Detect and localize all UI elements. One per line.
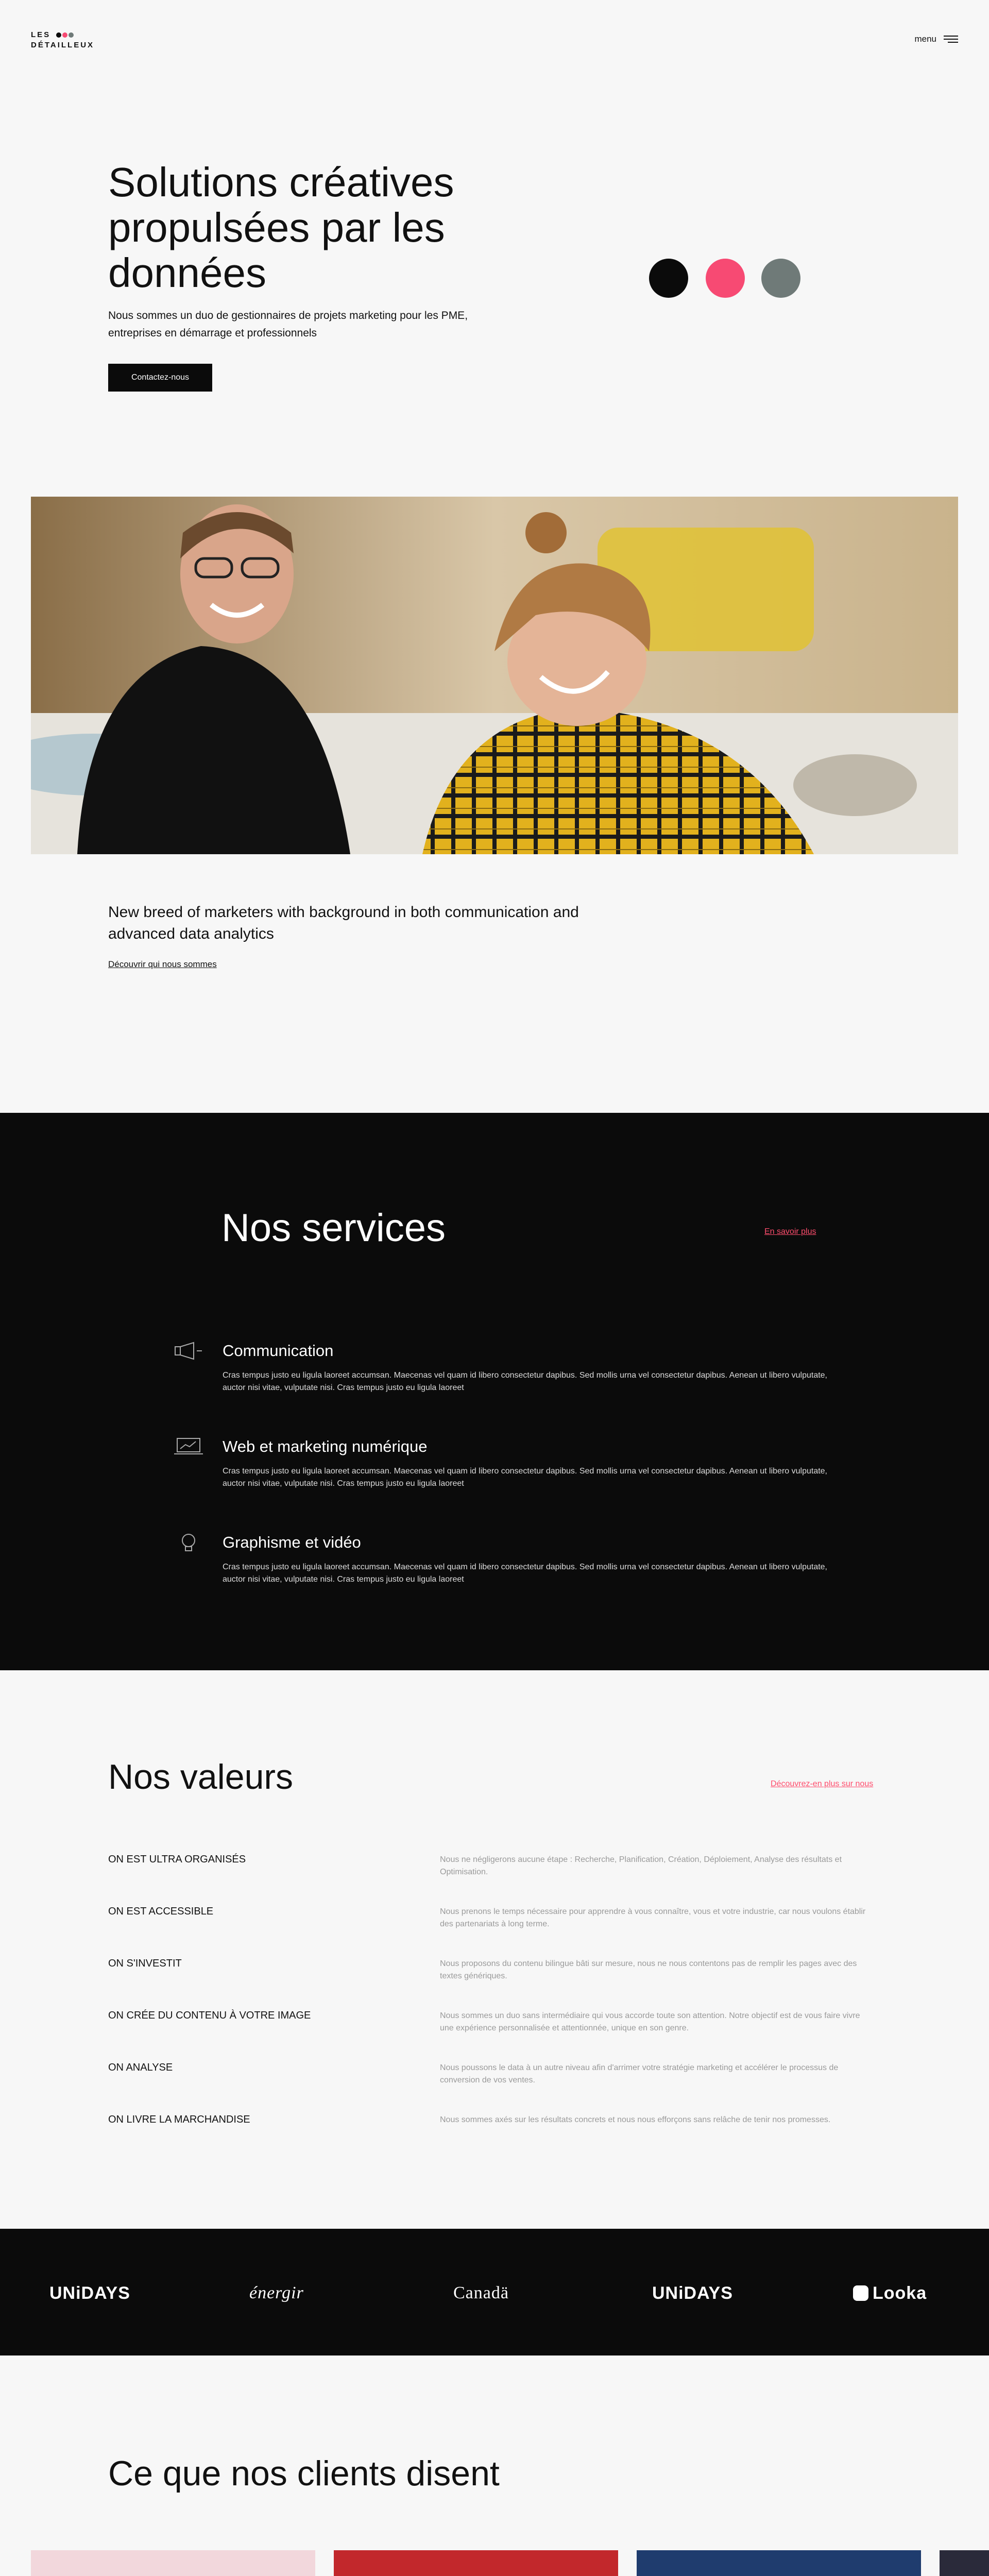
menu-label: menu	[914, 34, 936, 44]
value-label: ON EST ULTRA ORGANISÉS	[108, 1854, 246, 1865]
logo-line2: DÉTAILLEUX	[31, 40, 95, 49]
gray-circle	[761, 259, 800, 298]
lightbulb-icon	[173, 1532, 204, 1553]
hero-contact-button[interactable]: Contactez-nous	[108, 364, 212, 392]
vr-photo	[334, 2550, 618, 2576]
intro-text: New breed of marketers with background in both communication and advanced data analytics	[108, 904, 579, 942]
service-text: Cras tempus justo eu ligula laoreet accumsan. Maecenas vel quam id libero consectetur dapibus. Sed mollis urna vel consectetur dapibus. Aenean ut libero vulputate, auctor nisi vitae, vulputate nisi. Cras tempus justo eu ligula laoreet	[223, 1371, 827, 1392]
testimonial-card-partial[interactable]	[940, 2550, 989, 2576]
service-title: Web et marketing numérique	[223, 1437, 428, 1455]
service-title: Communication	[223, 1342, 334, 1360]
looka-text: Looka	[873, 2283, 927, 2303]
value-label: ON LIVRE LA MARCHANDISE	[108, 2114, 250, 2125]
client-logos-strip	[0, 2229, 989, 2355]
looka-logo	[853, 2283, 927, 2303]
unidays-logo: UNiDAYS	[652, 2283, 733, 2303]
testimonial-card[interactable]	[637, 2550, 921, 2576]
about-us-link[interactable]: Découvrir qui nous sommes	[108, 959, 217, 969]
value-desc: Nous sommes un duo sans intermédiaire qui vous accorde toute son attention. Notre objectif est de vous faire vivre une expérience personnalisée et attentionnée, unique en son genre.	[440, 2011, 860, 2032]
service-title: Graphisme et vidéo	[223, 1533, 361, 1551]
menu-button[interactable]	[914, 34, 958, 44]
canada-logo: Canadä	[453, 2283, 509, 2302]
energir-logo: énergir	[249, 2283, 304, 2302]
services-title: Nos services	[221, 1206, 446, 1250]
value-desc: Nous proposons du contenu bilingue bâti sur mesure, nous ne nous contentons pas de remplir les pages avec des textes génériques.	[440, 1959, 857, 1980]
values-more-link[interactable]: Découvrez-en plus sur nous	[771, 1780, 874, 1788]
hamburger-icon	[944, 36, 958, 43]
value-desc: Nous poussons le data à un autre niveau afin d'arrimer votre stratégie marketing et accélérer le processus de conversion de vos ventes.	[440, 2063, 839, 2084]
testimonial-card[interactable]	[31, 2550, 315, 2576]
looka-icon	[853, 2285, 868, 2301]
service-text: Cras tempus justo eu ligula laoreet accumsan. Maecenas vel quam id libero consectetur dapibus. Sed mollis urna vel consectetur dapibus. Aenean ut libero vulputate, auctor nisi vitae, vulputate nisi. Cras tempus justo eu ligula laoreet	[223, 1467, 827, 1488]
pink-circle	[706, 259, 745, 298]
partial-photo	[940, 2550, 989, 2576]
services-more-link[interactable]: En savoir plus	[764, 1227, 816, 1236]
laptop-chart-icon	[173, 1436, 204, 1457]
portrait-photo	[637, 2550, 921, 2576]
logo[interactable]	[31, 30, 94, 50]
services-section	[0, 1113, 989, 1670]
value-desc: Nous ne négligerons aucune étape : Recherche, Planification, Création, Déploiement, Analyse des résultats et Optimisation.	[440, 1855, 842, 1876]
hero-subtitle: Nous sommes un duo de gestionnaires de projets marketing pour les PME, entreprises en démarrage et professionnels	[108, 310, 468, 339]
value-label: ON S'INVESTIT	[108, 1958, 182, 1969]
testimonials-title: Ce que nos clients disent	[108, 2454, 500, 2493]
logo-dots	[56, 30, 75, 40]
value-desc: Nous sommes axés sur les résultats concrets et nous nous efforçons sans relâche de tenir nos promesses.	[440, 2115, 831, 2124]
values-title: Nos valeurs	[108, 1757, 294, 1797]
site-header	[0, 0, 989, 82]
black-circle	[649, 259, 688, 298]
testimonial-card[interactable]	[334, 2550, 618, 2576]
unidays-logo: UNiDAYS	[49, 2283, 130, 2303]
logo-line1: LES	[31, 30, 51, 39]
service-text: Cras tempus justo eu ligula laoreet accumsan. Maecenas vel quam id libero consectetur dapibus. Sed mollis urna vel consectetur dapibus. Aenean ut libero vulputate, auctor nisi vitae, vulputate nisi. Cras tempus justo eu ligula laoreet	[223, 1563, 827, 1584]
hero-photo	[31, 497, 958, 854]
value-label: ON EST ACCESSIBLE	[108, 1906, 214, 1917]
value-label: ON ANALYSE	[108, 2062, 173, 2073]
megaphone-icon	[173, 1341, 204, 1361]
hero-title: Solutions créatives propulsées par les données	[108, 159, 454, 296]
value-label: ON CRÉE DU CONTENU À VOTRE IMAGE	[108, 2010, 311, 2021]
value-desc: Nous prenons le temps nécessaire pour apprendre à vous connaître, vous et votre industrie, car nous voulons établir des partenariats à long terme.	[440, 1907, 866, 1928]
bicycle-photo	[31, 2550, 315, 2576]
